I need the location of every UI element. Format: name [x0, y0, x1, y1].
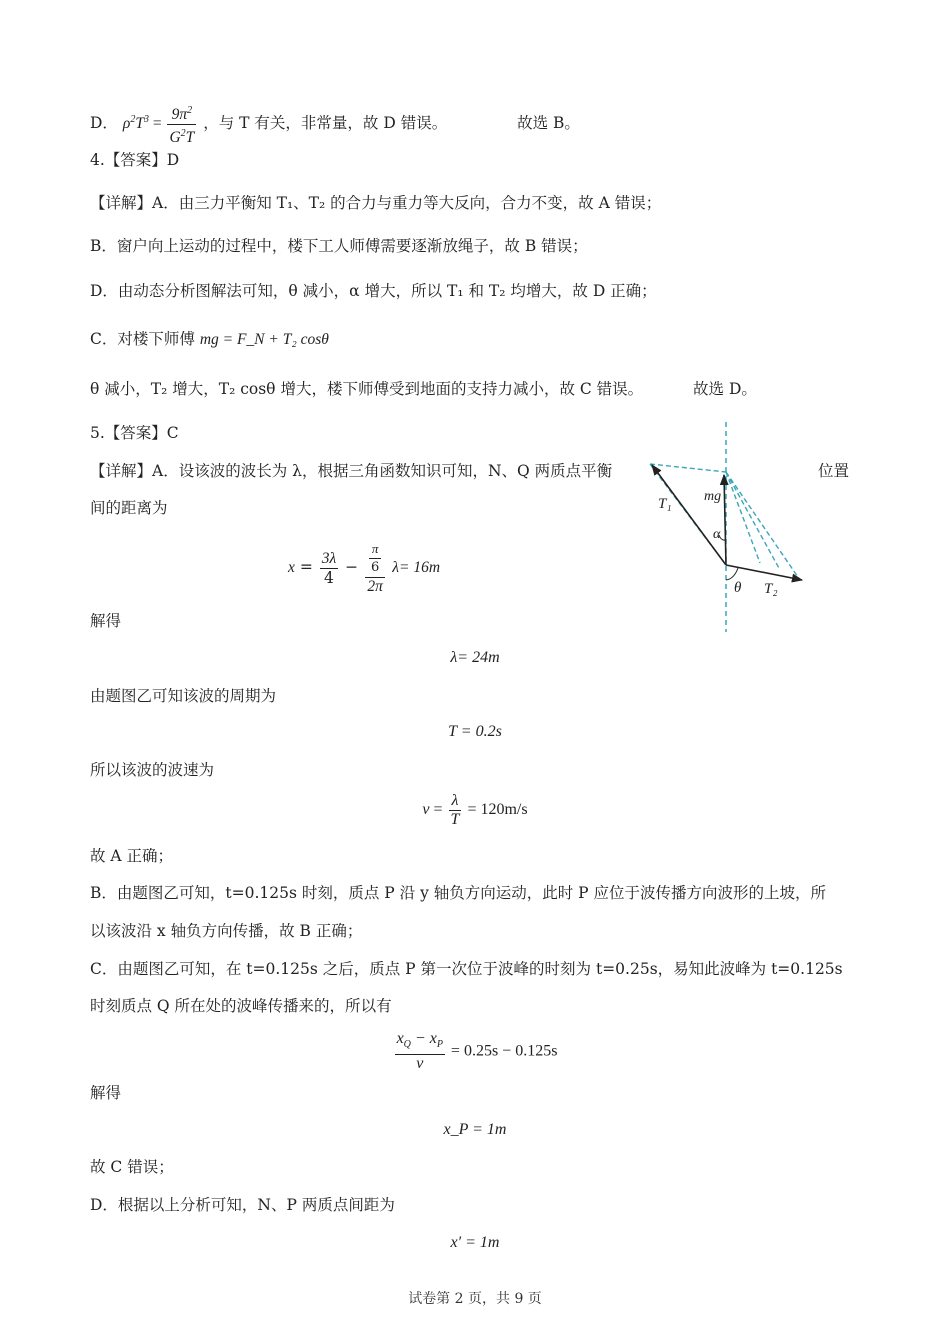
q5-eq-xprime: x′ = 1m — [450, 1234, 500, 1251]
q5-detail-a1: 【详解】A．设该波的波长为 λ，根据三角函数知识可知，N、Q 两质点平衡 — [90, 462, 613, 480]
q5-eq-v: v = $\frac{\lambda}{T}$ = 120m/s — [422, 792, 528, 828]
q3-d-text: ，与 T 有关，非常量，故 D 错误。 — [203, 114, 448, 133]
q5-eq-x-rhs: λ= 16m — [392, 559, 441, 576]
q4-detail-b: B．窗户向上运动的过程中，楼下工人师傅需要逐渐放绳子，故 B 错误； — [90, 237, 588, 255]
force-diagram — [630, 420, 815, 635]
q5-eq-lambda: λ= 24m — [450, 649, 500, 666]
q4-detail-c2 — [90, 378, 757, 400]
q5-eq-c-rhs: = 0.25s − 0.125s — [450, 1042, 558, 1060]
q5-detail-c1: C．由题图乙可知，在 t=0.125s 之后，质点 P 第一次位于波峰的时刻为 t=0.25s，易知此波峰为 t=0.125s — [90, 960, 843, 978]
q3-d-formula: $\rho^2T^3$ = $\frac{9\pi^2}{G^2T}$ — [123, 115, 198, 132]
q5-detail-b1: B．由题图乙可知，t=0.125s 时刻，质点 P 沿 y 轴负方向运动，此时 P 应位于波传播方向波形的上坡，所 — [90, 884, 827, 902]
q5-a-conclusion: 故 A 正确； — [90, 847, 174, 865]
page-footer: 试卷第 2 页，共 9 页 — [408, 1291, 542, 1307]
q5-period-text: 由题图乙可知该波的周期为 — [90, 687, 277, 705]
q5-eq-x: x = $\frac{3\lambda}{4}$ − $\frac{\frac{\pi}{6}}{2\pi}$ λ= 16m — [288, 541, 441, 595]
q3-option-d — [90, 102, 580, 147]
q4-detail-a: 【详解】A．由三力平衡知 T₁、T₂ 的合力与重力等大反向，合力不变，故 A 错误； — [90, 194, 662, 212]
q5-detail-c2: 时刻质点 Q 所在处的波峰传播来的，所以有 — [90, 997, 392, 1015]
theta-label: θ — [734, 580, 742, 596]
q5-detail-a2: 间的距离为 — [90, 499, 168, 517]
q5-eq-T: T = 0.2s — [448, 723, 502, 740]
t2-label: T₂ — [764, 581, 778, 597]
q4-answer: 4.【答案】D — [90, 151, 180, 169]
q5-eq-c: $\frac{x_Q - x_P}{v}$ = 0.25s − 0.125s — [396, 1030, 558, 1073]
theta-arc — [726, 568, 738, 580]
q4-c-formula: mg = F_N + T₂ cosθ — [199, 331, 329, 348]
q5-eq-v-rhs: = 120m/s — [467, 801, 528, 819]
q4-detail-d: D．由动态分析图解法可知，θ 减小，α 增大，所以 T₁ 和 T₂ 均增大，故 D 正确； — [90, 282, 657, 300]
mg-label: mg — [704, 489, 722, 504]
q5-detail-d1: D．根据以上分析可知，N、P 两质点间距为 — [90, 1196, 395, 1214]
q5-detail-a1-tail: 位置 — [818, 462, 850, 480]
q5-solve1: 解得 — [90, 612, 122, 630]
q4-c2-text: θ 减小，T₂ 增大，T₂ cosθ 增大，楼下师傅受到地面的支持力减小，故 C 错误。 — [90, 380, 644, 398]
q4-conclusion: 故选 D。 — [693, 380, 757, 398]
t1-label: T₁ — [658, 496, 672, 512]
q3-d-prefix: D． — [90, 114, 118, 133]
alpha-label: α — [713, 527, 721, 542]
q5-speed-text: 所以该波的波速为 — [90, 761, 215, 779]
q3-d-conclusion: 故选 B。 — [517, 114, 580, 133]
q5-c-conclusion: 故 C 错误； — [90, 1158, 174, 1176]
q5-answer: 5.【答案】C — [90, 424, 179, 442]
q5-solve2: 解得 — [90, 1084, 122, 1102]
t1-vector — [652, 465, 726, 565]
q4-c-prefix: C．对楼下师傅 — [90, 330, 195, 348]
q5-eq-xp: x_P = 1m — [443, 1121, 507, 1138]
q4-detail-c — [90, 328, 329, 351]
q5-detail-b2: 以该波沿 x 轴负方向传播，故 B 正确； — [90, 922, 363, 940]
